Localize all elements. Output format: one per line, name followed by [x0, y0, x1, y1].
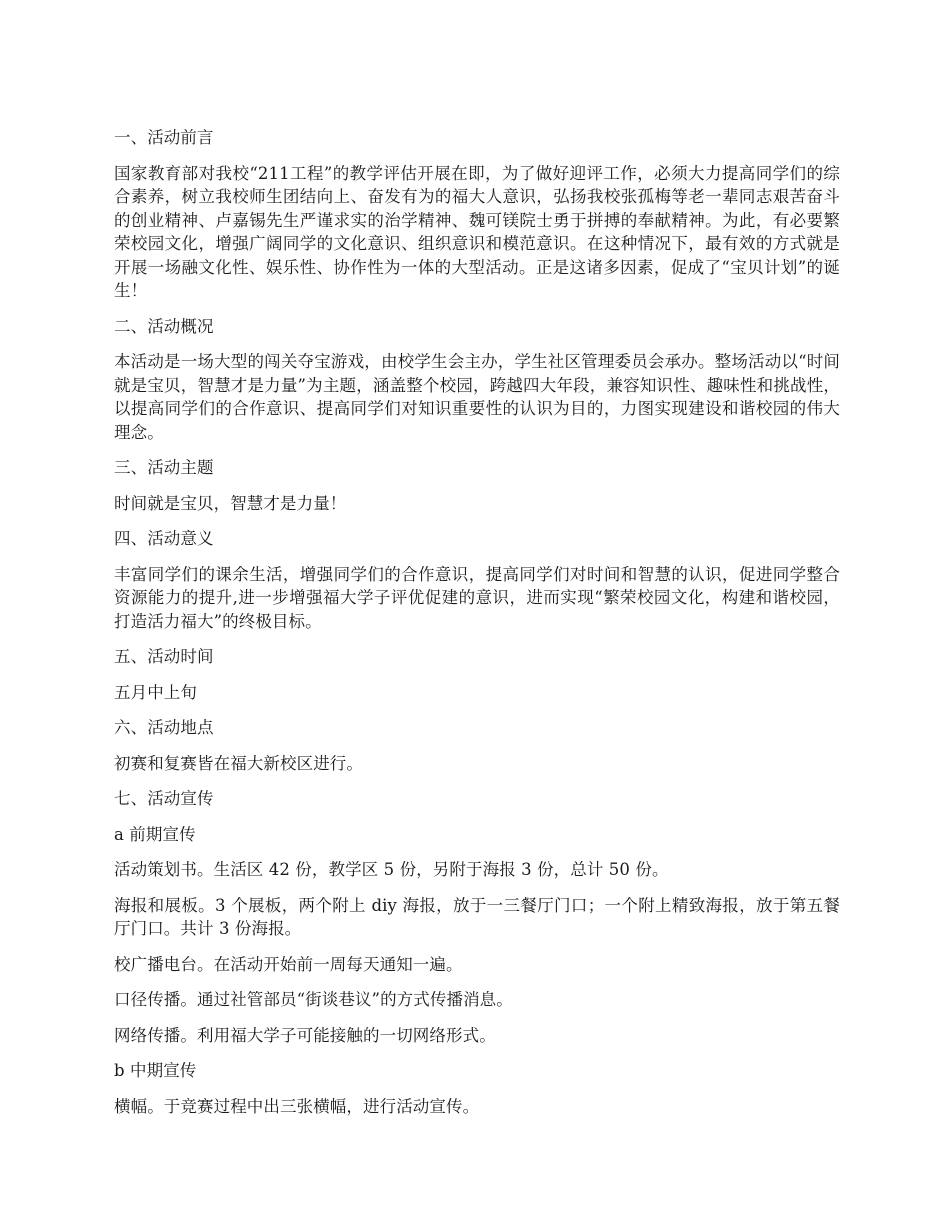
document-page — [114, 126, 840, 1130]
paragraph-posters: 海报和展板。3 个展板，两个附上 diy 海报，放于一三餐厅门口；一个附上精致海报，放于第五餐厅门口。共计 3 份海报。 — [114, 895, 840, 938]
paragraph-planning-document: 活动策划书。生活区 42 份，教学区 5 份，另附于海报 3 份，总计 50 份。 — [114, 860, 669, 879]
paragraph-location: 初赛和复赛皆在福大新校区进行。 — [114, 753, 363, 773]
section-heading-preface: 一、活动前言 — [114, 128, 214, 147]
subheading-mid-promotion: b 中期宣传 — [114, 1061, 197, 1080]
paragraph-word-of-mouth: 口径传播。通过社管部员“街谈巷议”的方式传播消息。 — [114, 990, 513, 1009]
section-heading-location: 六、活动地点 — [114, 718, 214, 737]
section-heading-significance: 四、活动意义 — [114, 529, 214, 548]
section-heading-promotion: 七、活动宣传 — [114, 789, 214, 808]
paragraph-banners: 横幅。于竞赛过程中出三张横幅，进行活动宣传。 — [114, 1096, 480, 1116]
section-heading-time: 五、活动时间 — [114, 647, 214, 666]
section-heading-theme: 三、活动主题 — [114, 458, 214, 477]
paragraph-theme: 时间就是宝贝，智慧才是力量！ — [114, 493, 347, 513]
paragraph-radio: 校广播电台。在活动开始前一周每天通知一遍。 — [114, 954, 463, 974]
paragraph-overview: 本活动是一场大型的闯关夺宝游戏，由校学生会主办，学生社区管理委员会承办。整场活动以“时间就是宝贝，智慧才是力量”为主题，涵盖整个校园，跨越四大年段，兼容知识性、趣味性和挑战性，以提高同学们的合作意识、提高同学们对知识重要性的认识为目的，力图实现建设和谐校园的伟大理念。 — [114, 352, 840, 442]
subheading-early-promotion: a 前期宣传 — [114, 824, 196, 844]
section-heading-overview: 二、活动概况 — [114, 316, 214, 336]
paragraph-time: 五月中上旬 — [114, 682, 197, 702]
paragraph-significance: 丰富同学们的课余生活，增强同学们的合作意识，提高同学们对时间和智慧的认识，促进同学整合资源能力的提升,进一步增强福大学子评优促建的意识，进而实现“繁荣校园文化，构建和谐校园，打造活力福大”的终极目标。 — [114, 564, 840, 631]
paragraph-preface: 国家教育部对我校“211工程”的教学评估开展在即，为了做好迎评工作，必须大力提高同学们的综合素养，树立我校师生团结向上、奋发有为的福大人意识，弘扬我校张孤梅等老一辈同志艰苦奋斗的创业精神、卢嘉锡先生严谨求实的治学精神、魏可镁院士勇于拼搏的奉献精神。为此，有必要繁荣校园文化，增强广阔同学的文化意识、组织意识和模范意识。在这种情况下，最有效的方式就是开展一场融文化性、娱乐性、协作性为一体的大型活动。正是这诸多因素，促成了“宝贝计划”的诞生！ — [114, 163, 840, 300]
paragraph-online: 网络传播。利用福大学子可能接触的一切网络形式。 — [114, 1025, 496, 1045]
